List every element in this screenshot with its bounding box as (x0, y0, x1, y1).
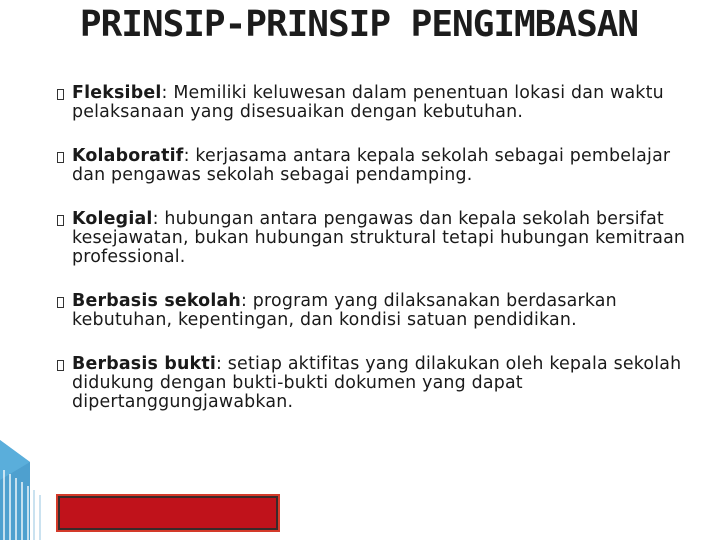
bullet-box-icon (57, 89, 64, 100)
principle-list (62, 84, 702, 437)
item-text: : kerjasama antara kepala sekolah sebagai pembelajar dan pengawas sekolah sebagai pendamping. (72, 146, 671, 185)
item-term: Berbasis sekolah (72, 291, 241, 311)
item-term: Fleksibel (72, 83, 162, 103)
item-text: : program yang dilaksanakan berdasarkan kebutuhan, kepentingan, dan kondisi satuan pendidikan. (72, 291, 617, 330)
bullet-box-icon (57, 215, 64, 226)
item-text: : setiap aktifitas yang dilakukan oleh kepala sekolah didukung dengan bukti-bukti dokumen yang dapat dipertanggungjawabkan. (72, 354, 682, 412)
list-item (62, 292, 702, 330)
corner-decoration (0, 440, 60, 540)
item-term: Kolegial (72, 209, 153, 229)
slide-title: PRINSIP-PRINSIP PENGIMBASAN (79, 4, 639, 45)
item-term: Kolaboratif (72, 146, 184, 166)
item-text: : Memiliki keluwesan dalam penentuan lokasi dan waktu pelaksanaan yang disesuaikan dengan kebutuhan. (72, 83, 664, 122)
list-item (62, 355, 702, 412)
bullet-box-icon (57, 297, 64, 308)
list-item (62, 84, 702, 122)
bullet-box-icon (57, 152, 64, 163)
list-item (62, 210, 702, 267)
list-item (62, 147, 702, 185)
item-term: Berbasis bukti (72, 354, 216, 374)
bullet-box-icon (57, 360, 64, 371)
item-text: : hubungan antara pengawas dan kepala sekolah bersifat kesejawatan, bukan hubungan struktural tetapi hubungan kemitraan professional. (72, 209, 686, 267)
red-banner (60, 498, 276, 528)
